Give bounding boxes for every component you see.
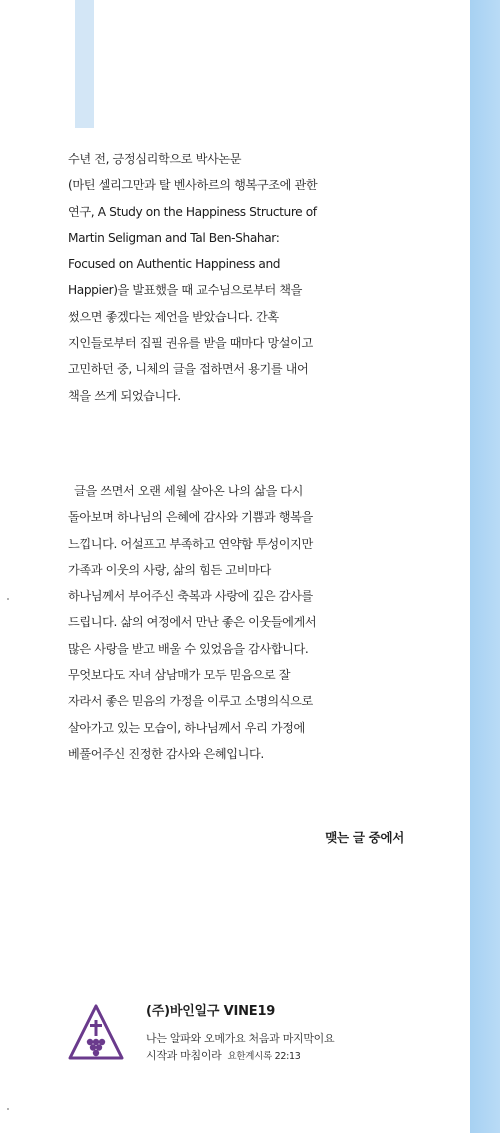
paragraph-2-first-line: 글을 쓰면서 오랜 세월 살아온 나의 삶을 다시 bbox=[74, 484, 304, 498]
publisher-name: (주)바인일구 VINE19 bbox=[146, 1004, 276, 1019]
source-note: 맺는 글 중에서 bbox=[325, 830, 404, 845]
paragraph-1: 수년 전, 긍정심리학으로 박사논문 (마틴 셀리그만과 탈 벤사하르의 행복구조에 관한 연구, A Study on the Happiness Structure of Martin Seligman and Tal Ben-Shahar: Focused on Authentic Happiness and Happier)을 발표했을 때 교수님으로부터 책을 썼으면 좋겠다는 제언을 받았습니다. 간혹 지인들로부터 집필 권유를 받을 때마다 망설이고 고민하던 중, 니체의 글을 접하면서 용기를 내어 책을 쓰게 되었습니다. bbox=[68, 152, 318, 403]
margin-mark bbox=[7, 1108, 9, 1110]
verse-reference: 요한계시록 22:13 bbox=[227, 1051, 301, 1062]
verse-line-2-text: 시작과 마침이라 bbox=[146, 1049, 222, 1062]
margin-mark bbox=[7, 598, 9, 600]
paragraph-2-body: 돌아보며 하나님의 은혜에 감사와 기쁨과 행복을 느낍니다. 어설프고 부족하고 연약함 투성이지만 가족과 이웃의 사랑, 삶의 힘든 고비마다 하나님께서 부어주신 축복과 사랑에 깊은 감사를 드립니다. 삶의 여정에서 만난 좋은 이웃들에게서 많은 사랑을 받고 배울 수 있었음을 감사합니다. 무엇보다도 자녀 삼남매가 모두 믿음으로 잘 자라서 좋은 믿음의 가정을 이루고 소명의식으로 살아가고 있는 모습이, 하나님께서 우리 가정에 베풀어주신 진정한 감사와 은혜입니다. bbox=[68, 510, 317, 761]
top-accent-bar bbox=[75, 0, 94, 128]
paragraph-2 bbox=[68, 478, 413, 767]
publisher-verse bbox=[146, 1030, 334, 1065]
right-accent-strip bbox=[470, 0, 500, 1133]
vine-logo-icon bbox=[66, 1002, 126, 1062]
verse-line-1: 나는 알파와 오메가요 처음과 마지막이요 bbox=[146, 1032, 335, 1045]
verse-line-2 bbox=[146, 1047, 334, 1065]
